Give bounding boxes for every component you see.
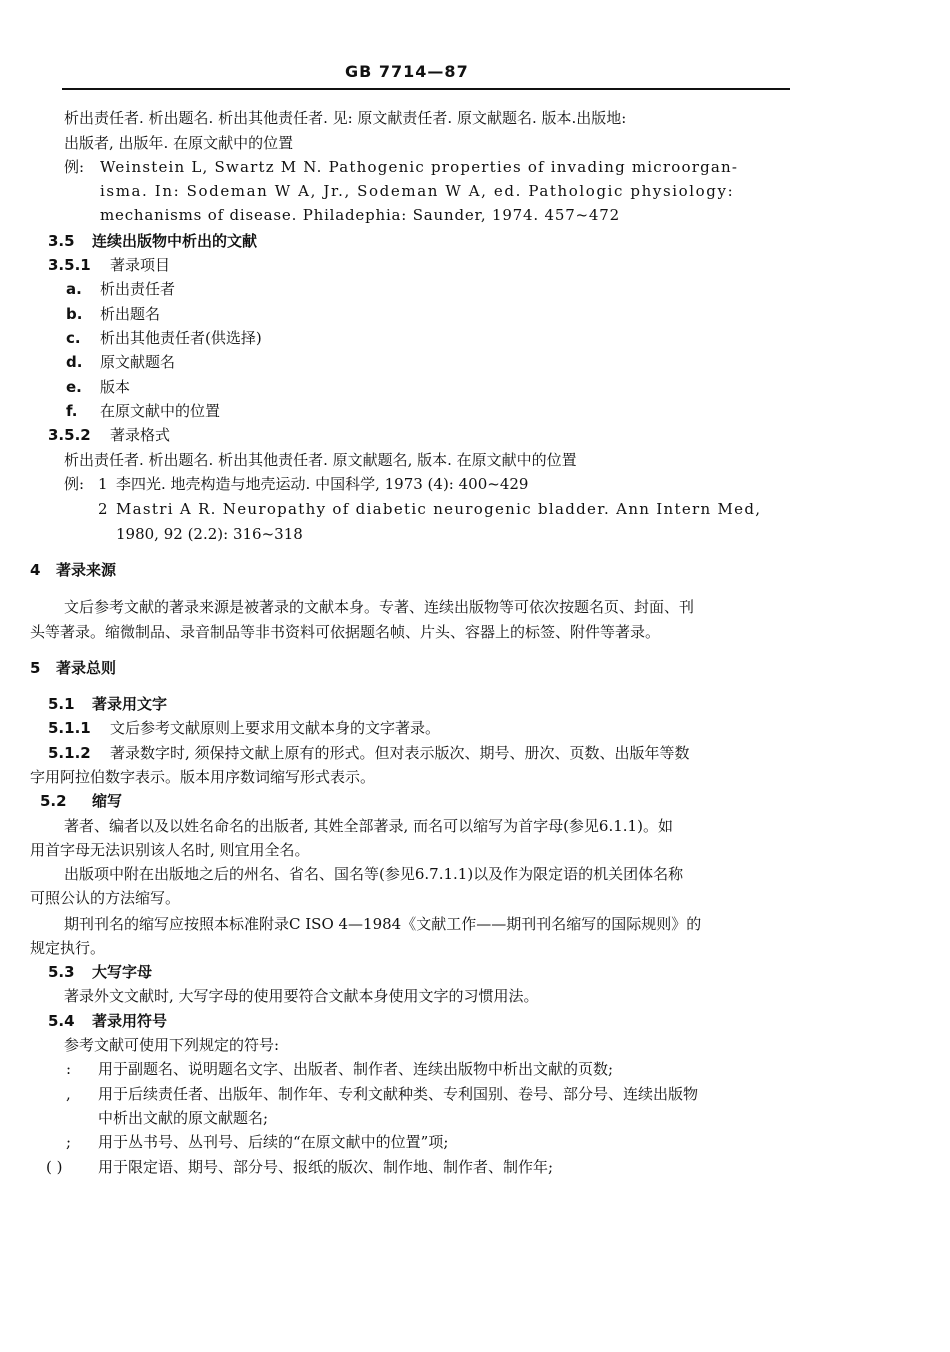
list-letter: f. <box>66 402 78 420</box>
section-title: 著录用符号 <box>92 1012 168 1030</box>
paragraph-line: 期刊刊名的缩写应按照本标准附录C ISO 4—1984《文献工作——期刊刊名缩写的国际规则》的 <box>64 915 702 933</box>
list-letter: a. <box>66 280 82 298</box>
symbol-mark: , <box>66 1085 71 1103</box>
list-item: 原文献题名 <box>100 353 176 371</box>
list-item: 在原文献中的位置 <box>100 402 221 420</box>
example-number: 2 <box>98 500 108 518</box>
paragraph-line: 参考文献可使用下列规定的符号: <box>64 1036 280 1054</box>
section-title: 大写字母 <box>92 963 153 981</box>
list-item: 析出责任者 <box>100 280 176 298</box>
list-item: 析出题名 <box>100 305 161 323</box>
symbol-mark: ( ) <box>46 1158 63 1176</box>
paragraph-line: 用首字母无法识别该人名时, 则宜用全名。 <box>30 841 310 859</box>
paragraph-line: 规定执行。 <box>30 939 106 957</box>
example-number: 1 <box>98 475 108 493</box>
section-number: 3.5.2 <box>48 426 91 444</box>
list-letter: b. <box>66 305 83 323</box>
section-number: 3.5.1 <box>48 256 91 274</box>
section-number: 5.2 <box>40 792 67 810</box>
format-line: 析出责任者. 析出题名. 析出其他责任者. 原文献题名, 版本. 在原文献中的位置 <box>64 451 577 469</box>
section-number: 5.1.1 <box>48 719 91 737</box>
section-number: 5.1 <box>48 695 75 713</box>
section-title: 缩写 <box>92 792 123 810</box>
example-label: 例: <box>64 158 85 176</box>
section-title: 著录来源 <box>56 561 117 579</box>
text-line: 出版者, 出版年. 在原文献中的位置 <box>64 134 294 152</box>
example-line: isma. In: Sodeman W A, Jr., Sodeman W A, ed. Pathologic physiology: <box>100 182 735 200</box>
section-number: 4 <box>30 561 41 579</box>
section-number: 3.5 <box>48 232 75 250</box>
paragraph-line: 著录数字时, 须保持文献上原有的形式。但对表示版次、期号、册次、页数、出版年等数 <box>110 744 690 762</box>
header-rule <box>62 88 790 90</box>
symbol-desc: 用于副题名、说明题名文字、出版者、制作者、连续出版物中析出文献的页数; <box>98 1060 614 1078</box>
paragraph-line: 文后参考文献原则上要求用文献本身的文字著录。 <box>110 719 441 737</box>
section-title: 连续出版物中析出的文献 <box>92 232 258 250</box>
list-item: 版本 <box>100 378 131 396</box>
paragraph-line: 出版项中附在出版地之后的州名、省名、国名等(参见6.7.1.1)以及作为限定语的机关团体名称 <box>64 865 684 883</box>
symbol-desc: 用于后续责任者、出版年、制作年、专利文献种类、专利国别、卷号、部分号、连续出版物 <box>98 1085 699 1103</box>
section-number: 5 <box>30 659 41 677</box>
symbol-mark: ; <box>66 1133 72 1151</box>
section-title: 著录用文字 <box>92 695 168 713</box>
symbol-desc: 用于丛书号、丛刊号、后续的“在原文献中的位置”项; <box>98 1133 449 1151</box>
example-line: mechanisms of disease. Philadephia: Saunder, 1974. 457~472 <box>100 206 620 224</box>
section-number: 5.3 <box>48 963 75 981</box>
example-line: 1980, 92 (2.2): 316~318 <box>116 525 303 543</box>
section-title: 著录格式 <box>110 426 171 444</box>
paragraph-line: 字用阿拉伯数字表示。版本用序数词缩写形式表示。 <box>30 768 376 786</box>
paragraph-line: 著录外文文献时, 大写字母的使用要符合文献本身使用文字的习惯用法。 <box>64 987 539 1005</box>
list-letter: c. <box>66 329 81 347</box>
paragraph-line: 著者、编者以及以姓名命名的出版者, 其姓全部著录, 而名可以缩写为首字母(参见6.1.1)。如 <box>64 817 673 835</box>
section-title: 著录项目 <box>110 256 171 274</box>
list-letter: e. <box>66 378 82 396</box>
section-number: 5.4 <box>48 1012 75 1030</box>
paragraph-line: 头等著录。缩微制品、录音制品等非书资料可依据题名帧、片头、容器上的标签、附件等著录。 <box>30 623 661 641</box>
symbol-desc: 用于限定语、期号、部分号、报纸的版次、制作地、制作者、制作年; <box>98 1158 554 1176</box>
page-header: GB 7714—87 <box>345 62 469 81</box>
list-item: 析出其他责任者(供选择) <box>100 329 262 347</box>
list-letter: d. <box>66 353 83 371</box>
example-label: 例: <box>64 475 85 493</box>
section-title: 著录总则 <box>56 659 117 677</box>
paragraph-line: 可照公认的方法缩写。 <box>30 889 181 907</box>
symbol-mark: : <box>66 1060 72 1078</box>
section-number: 5.1.2 <box>48 744 91 762</box>
symbol-desc: 中析出文献的原文献题名; <box>98 1109 269 1127</box>
example-line: Weinstein L, Swartz M N. Pathogenic properties of invading microorgan- <box>100 158 739 176</box>
text-line: 析出责任者. 析出题名. 析出其他责任者. 见: 原文献责任者. 原文献题名. 版本.出版地: <box>64 109 627 127</box>
paragraph-line: 文后参考文献的著录来源是被著录的文献本身。专著、连续出版物等可依次按题名页、封面、刊 <box>64 598 695 616</box>
example-line: Mastri A R. Neuropathy of diabetic neurogenic bladder. Ann Intern Med, <box>116 500 762 518</box>
example-line: 李四光. 地壳构造与地壳运动. 中国科学, 1973 (4): 400~429 <box>116 475 529 493</box>
